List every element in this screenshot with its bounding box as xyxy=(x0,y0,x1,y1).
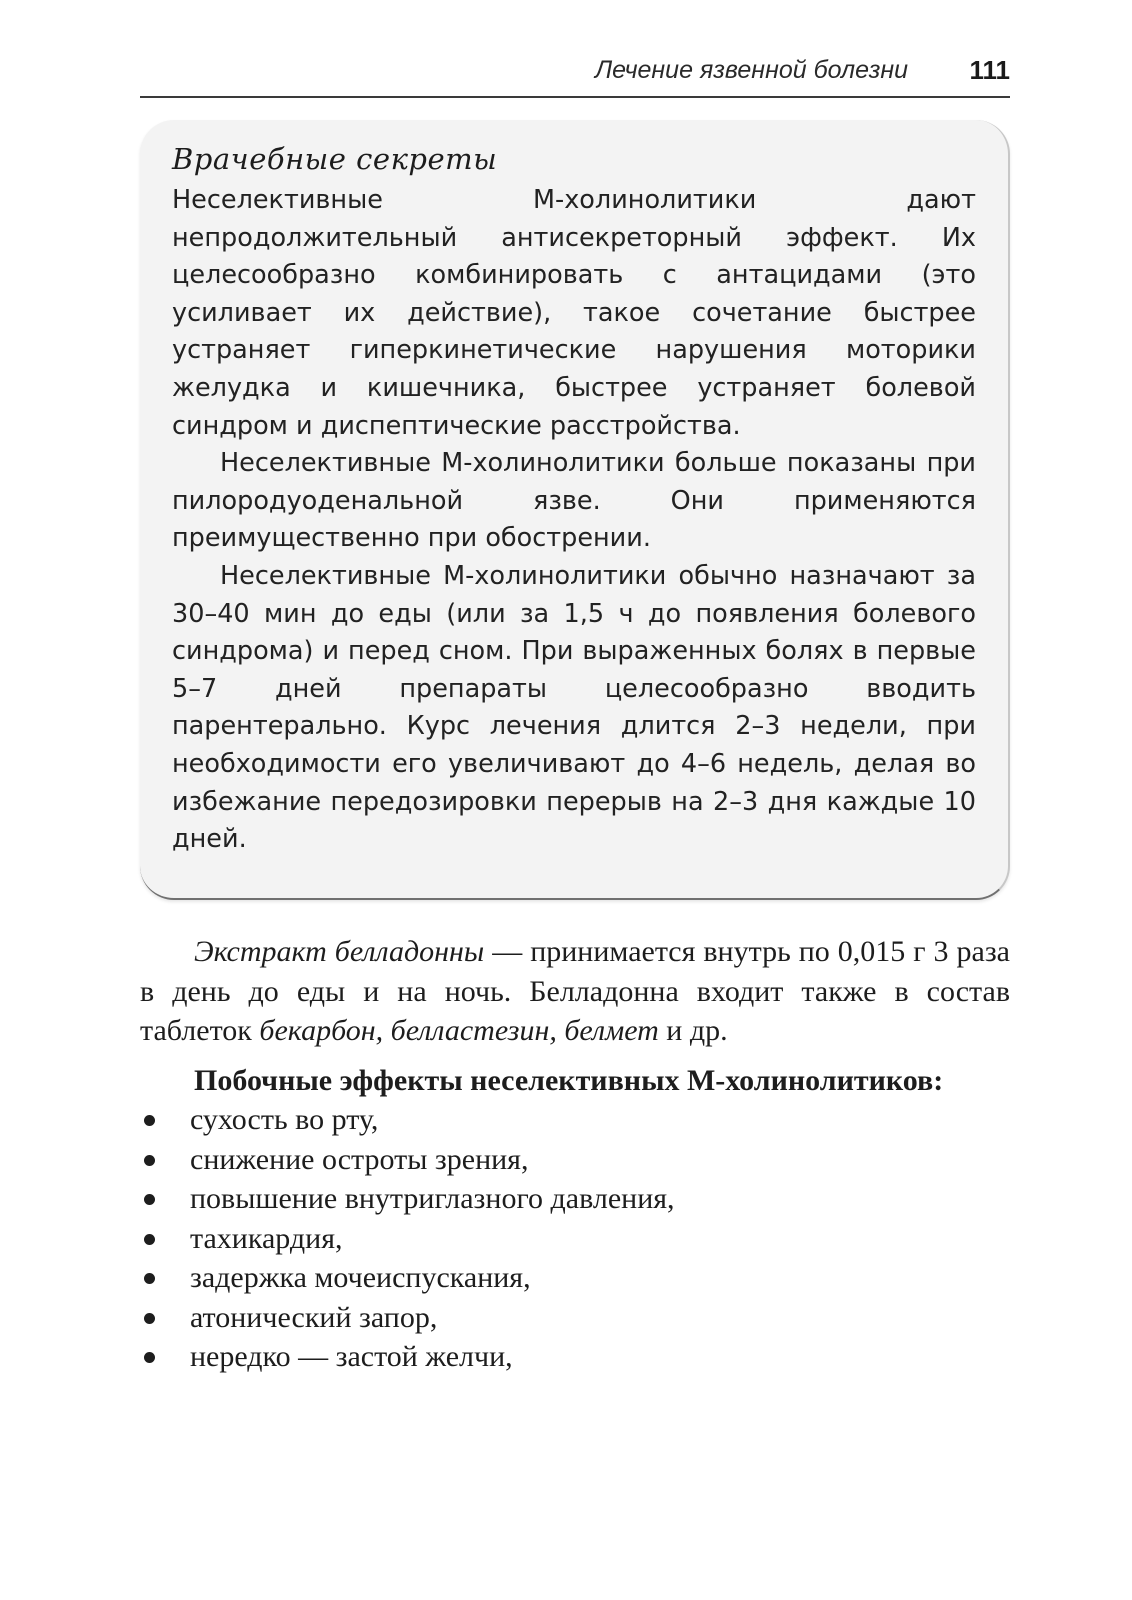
list-item-text: снижение остроты зрения, xyxy=(190,1142,529,1176)
box-paragraph: Неселективные М-холинолитики дают непродолжительный антисекреторный эффект. Их целесообразно комбинировать с антацидами (это усиливает их действие), такое сочетание быстрее устраняет гиперкинетические нарушения моторики желудка и кишечника, быстрее устраняет болевой синдром и диспептические расстройства. xyxy=(172,185,976,441)
box-paragraph: Неселективные М-холинолитики больше показаны при пилородуоденальной язве. Они применяются преимущественно при обострении. xyxy=(172,448,976,554)
list-item xyxy=(140,1258,1010,1298)
list-item xyxy=(140,1219,1010,1259)
bullet-icon xyxy=(144,1273,155,1284)
list-item xyxy=(140,1298,1010,1338)
box-heading: Врачебные секреты xyxy=(172,142,498,176)
list-item-text: тахикардия, xyxy=(190,1221,343,1255)
bullet-icon xyxy=(144,1115,155,1126)
side-effects-heading: Побочные эффекты неселективных М-холинолитиков: xyxy=(194,1063,944,1097)
list-item-text: нередко — застой желчи, xyxy=(190,1340,513,1373)
drug-name: Экстракт белладонны xyxy=(194,935,485,968)
list-item xyxy=(140,1140,1010,1180)
list-item xyxy=(140,1179,1010,1219)
list-item-text: задержка мочеиспускания, xyxy=(190,1261,531,1294)
bullet-icon xyxy=(144,1234,155,1245)
running-title: Лечение язвенной болезни xyxy=(594,56,908,84)
list-item-text: повышение внутриглазного давления, xyxy=(190,1182,675,1215)
bullet-icon xyxy=(144,1194,155,1205)
bullet-icon xyxy=(144,1313,155,1324)
belladonna-paragraph xyxy=(140,932,1010,1051)
list-item xyxy=(140,1337,1010,1377)
paragraph-text: — принимается внутрь по 0,015 г 3 раза в день до еды и на ночь. Белладонна входит также в состав таблеток xyxy=(140,935,1010,1047)
running-header xyxy=(140,50,1010,98)
main-text xyxy=(140,932,1010,1377)
paragraph-text: и др. xyxy=(658,1014,728,1047)
doctor-secrets-box xyxy=(140,120,1010,900)
side-effects-list xyxy=(140,1100,1010,1377)
list-item-text: атонический запор, xyxy=(190,1300,438,1334)
bullet-icon xyxy=(144,1155,155,1166)
box-paragraph: Неселективные М-холинолитики обычно назначают за 30–40 мин до еды (или за 1,5 ч до появления болевого синдрома) и перед сном. При выраженных болях в первые 5–7 дней препараты целесообразно вводить парентерально. Курс лечения длится 2–3 недели, при необходимости его увеличивают до 4–6 недель, делая во избежание передозировки перерыв на 2–3 дня каждые 10 дней. xyxy=(172,560,976,855)
list-item xyxy=(140,1100,1010,1140)
page-number: 111 xyxy=(969,55,1010,85)
bullet-icon xyxy=(144,1352,155,1363)
list-item-text: сухость во рту, xyxy=(190,1103,379,1136)
tablet-names: бекарбон, белластезин, белмет xyxy=(259,1014,659,1047)
